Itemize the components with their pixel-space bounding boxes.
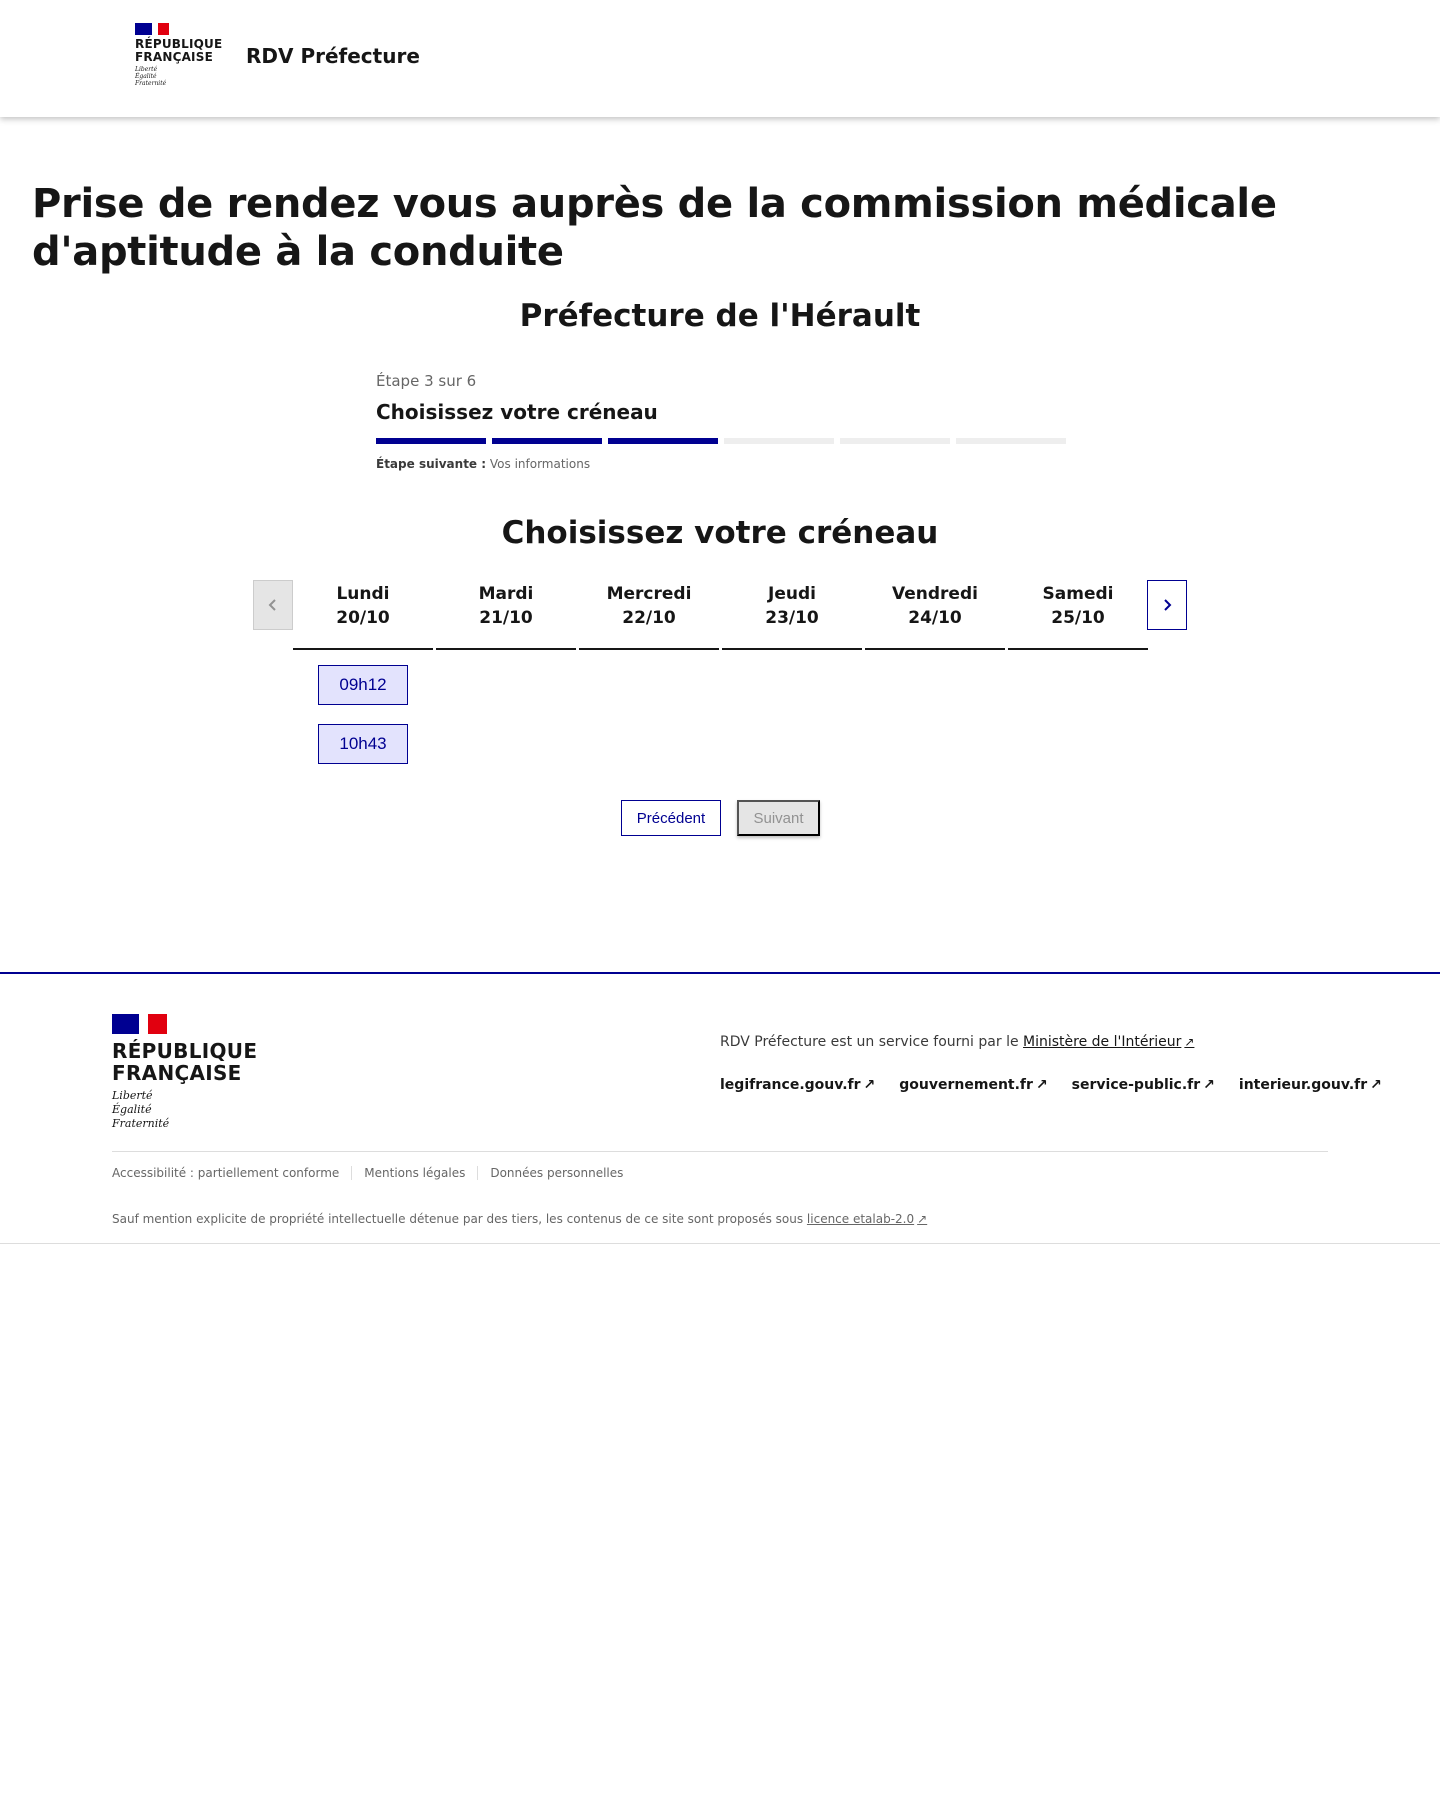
stepper-segment xyxy=(376,438,486,444)
footer-external-link[interactable]: service-public.fr ↗ xyxy=(1071,1077,1215,1093)
chevron-right-icon xyxy=(1160,598,1174,612)
stepper-title: Choisissez votre créneau xyxy=(376,400,658,424)
day-name: Jeudi xyxy=(768,584,816,604)
external-link-icon: ↗ xyxy=(863,1077,876,1093)
site-footer xyxy=(0,972,1440,1244)
stepper-segment xyxy=(492,438,602,444)
footer-description: RDV Préfecture est un service fourni par le Ministère de l'Intérieur ↗ xyxy=(720,1034,1195,1050)
stepper-next-label: Étape suivante : xyxy=(376,457,487,471)
day-name: Mardi xyxy=(478,584,534,604)
stepper xyxy=(376,372,1066,471)
day-column-header xyxy=(722,580,862,650)
slots-title: Choisissez votre créneau xyxy=(501,515,939,551)
footer-bottom-links xyxy=(112,1166,635,1180)
stepper-segment xyxy=(608,438,718,444)
day-column-header xyxy=(865,580,1005,650)
previous-week-button[interactable] xyxy=(253,580,293,630)
time-slot-button[interactable]: 09h12 xyxy=(318,665,408,705)
footer-external-link[interactable]: gouvernement.fr ↗ xyxy=(899,1077,1048,1093)
footer-license: Sauf mention explicite de propriété intellectuelle détenue par des tiers, les contenus de ce site sont proposés sous licence etalab-2.0 ↗ xyxy=(112,1212,928,1226)
footer-external-link[interactable]: interieur.gouv.fr ↗ xyxy=(1238,1077,1382,1093)
day-date: 24/10 xyxy=(908,608,962,628)
day-column-header xyxy=(436,580,576,650)
next-button[interactable]: Suivant xyxy=(737,800,820,836)
footer-external-link[interactable]: legifrance.gouv.fr ↗ xyxy=(720,1077,876,1093)
logo-text: RÉPUBLIQUE FRANÇAISE xyxy=(135,37,223,64)
logo-motto: Liberté Égalité Fraternité xyxy=(135,66,167,87)
day-date: 20/10 xyxy=(336,608,390,628)
footer-bottom-link[interactable]: Données personnelles xyxy=(477,1166,635,1180)
time-slot-button[interactable]: 10h43 xyxy=(318,724,408,764)
day-name: Samedi xyxy=(1042,584,1114,604)
next-week-button[interactable] xyxy=(1147,580,1187,630)
footer-divider xyxy=(112,1151,1328,1152)
day-name: Vendredi xyxy=(892,584,978,604)
stepper-next-step xyxy=(376,457,1066,471)
footer-logo-text: RÉPUBLIQUE FRANÇAISE xyxy=(112,1039,258,1085)
external-link-icon: ↗ xyxy=(1370,1077,1382,1093)
day-columns xyxy=(293,580,1148,650)
footer-links xyxy=(720,1077,1382,1093)
footer-bottom-link[interactable]: Accessibilité : partiellement conforme xyxy=(112,1166,340,1180)
stepper-segment xyxy=(956,438,1066,444)
site-header xyxy=(0,0,1440,117)
external-link-icon: ↗ xyxy=(1184,1035,1195,1049)
day-column-header xyxy=(1008,580,1148,650)
stepper-segment xyxy=(724,438,834,444)
day-date: 21/10 xyxy=(479,608,533,628)
service-title[interactable]: RDV Préfecture xyxy=(246,44,420,68)
chevron-left-icon xyxy=(266,598,280,612)
ministere-interieur-link[interactable]: Ministère de l'Intérieur ↗ xyxy=(1023,1034,1195,1050)
stepper-state: Étape 3 sur 6 xyxy=(376,372,477,390)
day-date: 25/10 xyxy=(1051,608,1105,628)
day-column-header xyxy=(579,580,719,650)
previous-button[interactable]: Précédent xyxy=(621,800,721,836)
marianne-flag-icon xyxy=(112,1014,167,1034)
stepper-progress-bar xyxy=(376,438,1066,444)
republique-francaise-logo[interactable] xyxy=(135,23,222,87)
day-date: 22/10 xyxy=(622,608,676,628)
day-name: Mercredi xyxy=(606,584,692,604)
marianne-flag-icon xyxy=(135,23,169,35)
day-column-header xyxy=(293,580,433,650)
stepper-next-value: Vos informations xyxy=(489,457,591,471)
page-title: Prise de rendez vous auprès de la commission médicale d'aptitude à la conduite xyxy=(32,181,1277,275)
external-link-icon: ↗ xyxy=(1035,1077,1048,1093)
external-link-icon: ↗ xyxy=(917,1212,928,1226)
footer-republique-francaise-logo[interactable] xyxy=(112,1014,257,1131)
footer-logo-motto: Liberté Égalité Fraternité xyxy=(112,1089,170,1130)
stepper-segment xyxy=(840,438,950,444)
day-date: 23/10 xyxy=(765,608,819,628)
footer-bottom-link[interactable]: Mentions légales xyxy=(351,1166,477,1180)
external-link-icon: ↗ xyxy=(1203,1077,1215,1093)
day-name: Lundi xyxy=(336,584,390,604)
licence-etalab-link[interactable]: licence etalab-2.0 ↗ xyxy=(806,1212,928,1226)
prefecture-title: Préfecture de l'Hérault xyxy=(519,298,921,334)
